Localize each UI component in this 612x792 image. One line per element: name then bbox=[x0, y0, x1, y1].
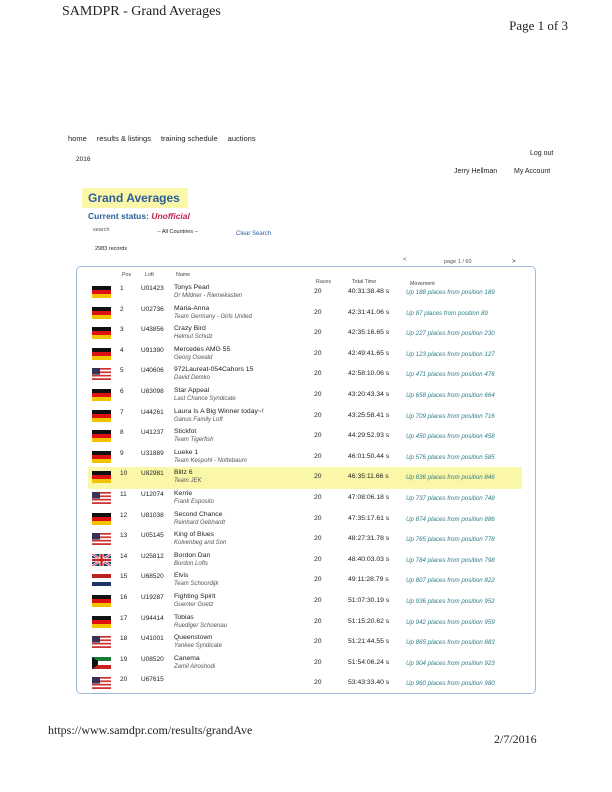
row-races: 20 bbox=[314, 494, 322, 501]
row-name[interactable]: Tobias bbox=[174, 613, 194, 621]
row-owner: Helmut Schulz bbox=[174, 334, 213, 341]
row-position: 20 bbox=[120, 676, 128, 684]
my-account-link[interactable]: My Account bbox=[514, 168, 551, 175]
print-footer-url: https://www.samdpr.com/results/grandAve bbox=[48, 723, 253, 737]
row-races: 20 bbox=[314, 514, 322, 522]
row-loft: U05145 bbox=[141, 532, 164, 540]
row-name[interactable]: 972Laureat-054Cahors 15 bbox=[174, 366, 254, 374]
row-total-time: 42:58:10.06 s bbox=[348, 370, 390, 378]
record-count: 2983 records bbox=[95, 246, 128, 252]
country-flag-icon bbox=[92, 389, 111, 401]
table-row[interactable] bbox=[78, 612, 530, 634]
row-total-time: 42:31:41.06 s bbox=[348, 308, 390, 316]
main-nav bbox=[68, 134, 256, 143]
row-position: 1 bbox=[120, 285, 124, 292]
country-flag-icon bbox=[92, 677, 111, 689]
country-flag-icon bbox=[92, 492, 111, 504]
row-position: 2 bbox=[120, 305, 124, 313]
row-movement: Up 960 places from position 980 bbox=[406, 680, 495, 688]
row-movement: Up 188 places from position 189 bbox=[406, 289, 495, 296]
country-flag-icon bbox=[92, 471, 111, 483]
table-row[interactable] bbox=[78, 406, 530, 428]
row-position: 9 bbox=[120, 449, 124, 457]
row-races: 20 bbox=[314, 617, 322, 625]
row-name[interactable]: Canema bbox=[174, 654, 200, 662]
col-header-time: Total Time bbox=[352, 279, 377, 285]
row-total-time: 48:27:31.78 s bbox=[348, 535, 390, 543]
row-loft: U19287 bbox=[141, 594, 164, 601]
row-loft: U44261 bbox=[141, 408, 164, 416]
row-loft: U25812 bbox=[141, 552, 164, 560]
country-flag-icon bbox=[92, 410, 111, 422]
row-movement: Up 471 places from position 476 bbox=[406, 371, 495, 379]
row-owner: Team Kespohl - Nottebaum bbox=[174, 457, 247, 464]
row-position: 10 bbox=[120, 470, 128, 478]
row-movement: Up 450 places from position 458 bbox=[406, 433, 495, 441]
table-row[interactable] bbox=[78, 570, 530, 592]
row-owner: Yankee Syndicate bbox=[174, 643, 222, 650]
row-name[interactable]: Maria-Anna bbox=[174, 304, 210, 312]
row-total-time: 47:35:17.61 s bbox=[348, 514, 390, 522]
row-races: 20 bbox=[314, 349, 322, 357]
row-position: 6 bbox=[120, 388, 124, 395]
next-page-button[interactable]: > bbox=[512, 259, 516, 265]
row-total-time: 42:35:16.65 s bbox=[348, 329, 390, 337]
row-total-time: 40:31:38.48 s bbox=[348, 288, 390, 295]
row-owner: Ganus Family Loft bbox=[174, 416, 223, 423]
row-name[interactable]: Laura Is A Big Winner today~! bbox=[174, 407, 264, 415]
row-races: 20 bbox=[314, 658, 322, 666]
table-row[interactable] bbox=[78, 673, 530, 695]
row-name[interactable]: Bordon Dan bbox=[174, 551, 211, 559]
row-movement: Up 765 places from position 778 bbox=[406, 536, 495, 544]
row-total-time: 43:25:58.41 s bbox=[348, 411, 390, 419]
row-owner: Ruediger Schoenau bbox=[174, 622, 228, 629]
row-movement: Up 784 places from position 798 bbox=[406, 556, 495, 564]
row-owner: Dr Mildner - Riemekasten bbox=[174, 293, 243, 299]
country-flag-icon bbox=[92, 616, 111, 628]
col-header-loft: Loft bbox=[145, 272, 154, 278]
row-position: 12 bbox=[120, 511, 128, 519]
country-flag-icon bbox=[92, 451, 111, 463]
row-total-time: 51:07:30.19 s bbox=[348, 597, 390, 604]
row-name[interactable]: Stickfot bbox=[174, 428, 197, 436]
row-movement: Up 904 places from position 923 bbox=[406, 659, 495, 667]
table-row[interactable] bbox=[78, 385, 530, 407]
row-name[interactable]: Kerrie bbox=[174, 490, 193, 497]
row-loft: U81038 bbox=[141, 511, 164, 519]
row-name[interactable]: Blitz 6 bbox=[174, 469, 193, 477]
season-year[interactable]: 2016 bbox=[76, 156, 91, 163]
row-owner: Team Tigerfish bbox=[174, 437, 214, 444]
row-races: 20 bbox=[314, 288, 322, 295]
country-flag-icon bbox=[92, 430, 111, 442]
row-position: 16 bbox=[120, 594, 128, 601]
page-indicator: page 1 / 60 bbox=[444, 259, 472, 265]
col-header-name: Name bbox=[176, 272, 191, 278]
country-flag-icon bbox=[92, 286, 111, 298]
row-movement: Up 737 places from position 748 bbox=[406, 495, 495, 502]
current-status bbox=[88, 211, 190, 221]
print-header-page: Page 1 of 3 bbox=[509, 18, 568, 33]
row-loft: U82981 bbox=[141, 470, 164, 478]
row-loft: U83098 bbox=[141, 388, 164, 395]
row-total-time: 51:15:20.62 s bbox=[348, 617, 390, 625]
status-value: Unofficial bbox=[151, 211, 190, 221]
nav-training-schedule[interactable]: training schedule bbox=[160, 134, 218, 143]
row-movement: Up 576 places from position 585 bbox=[406, 453, 495, 461]
row-total-time: 51:21:44.55 s bbox=[348, 638, 390, 646]
row-movement: Up 123 places from position 127 bbox=[406, 350, 495, 358]
row-movement: Up 836 places from position 846 bbox=[406, 474, 495, 482]
row-total-time: 42:49:41.65 s bbox=[348, 349, 390, 357]
row-total-time: 46:35:11.66 s bbox=[348, 473, 389, 481]
row-total-time: 53:43:33.40 s bbox=[348, 679, 390, 687]
row-name[interactable]: Fighting Spirit bbox=[174, 593, 216, 600]
status-label: Current status: bbox=[88, 211, 149, 221]
row-races: 20 bbox=[314, 432, 322, 440]
country-flag-icon bbox=[92, 348, 111, 360]
row-total-time: 48:40:03.03 s bbox=[348, 555, 390, 563]
row-races: 20 bbox=[314, 329, 322, 337]
row-total-time: 44:29:52.93 s bbox=[348, 432, 390, 440]
prev-page-button[interactable]: < bbox=[403, 257, 407, 263]
page-title: Grand Averages bbox=[82, 188, 188, 208]
row-loft: U40606 bbox=[141, 367, 164, 375]
nav-auctions[interactable]: auctions bbox=[227, 134, 256, 143]
row-movement: Up 227 places from position 230 bbox=[406, 330, 495, 338]
table-row[interactable] bbox=[78, 344, 530, 366]
row-owner: Kolvenbeg and Son bbox=[174, 540, 227, 547]
row-position: 13 bbox=[120, 532, 128, 540]
row-total-time: 49:11:28.79 s bbox=[348, 576, 389, 584]
row-races: 20 bbox=[314, 535, 322, 543]
row-owner: Bordon Lofts bbox=[174, 560, 209, 567]
row-position: 4 bbox=[120, 346, 124, 354]
table-row[interactable] bbox=[78, 591, 530, 613]
table-row[interactable] bbox=[78, 323, 530, 345]
row-owner: Reinhard Gebhardt bbox=[174, 519, 226, 526]
country-flag-icon bbox=[92, 636, 111, 648]
col-header-races: Races bbox=[316, 279, 332, 285]
row-races: 20 bbox=[314, 308, 322, 316]
clear-search-button[interactable]: Clear Search bbox=[236, 231, 272, 237]
col-header-pos: Pos bbox=[122, 272, 132, 278]
table-row[interactable] bbox=[78, 426, 530, 448]
row-loft: U01423 bbox=[141, 285, 164, 292]
row-position: 14 bbox=[120, 552, 128, 560]
country-flag-icon bbox=[92, 574, 111, 586]
row-movement: Up 87 places from position 89 bbox=[406, 309, 488, 317]
table-row[interactable] bbox=[78, 282, 530, 304]
row-name[interactable]: Mercedes AMG 55 bbox=[174, 345, 231, 353]
row-races: 20 bbox=[314, 638, 322, 646]
row-races: 20 bbox=[314, 411, 322, 419]
row-position: 15 bbox=[120, 573, 128, 581]
row-owner: David Demko bbox=[174, 375, 211, 382]
table-row[interactable] bbox=[88, 467, 522, 489]
row-races: 20 bbox=[314, 576, 322, 584]
row-owner: Georg Oswald bbox=[174, 354, 213, 361]
row-movement: Up 874 places from position 886 bbox=[406, 515, 495, 523]
row-movement: Up 865 places from position 883 bbox=[406, 639, 495, 647]
row-races: 20 bbox=[314, 452, 322, 460]
nav-home[interactable]: home bbox=[68, 134, 87, 143]
row-races: 20 bbox=[314, 391, 322, 398]
row-races: 20 bbox=[314, 370, 322, 378]
country-flag-icon bbox=[92, 657, 111, 669]
row-loft: U43856 bbox=[141, 326, 164, 334]
table-row[interactable] bbox=[78, 632, 530, 654]
table-row[interactable] bbox=[78, 509, 530, 531]
row-position: 19 bbox=[120, 655, 128, 663]
row-loft: U41237 bbox=[141, 429, 164, 437]
row-position: 7 bbox=[120, 408, 124, 416]
row-loft: U67615 bbox=[141, 676, 164, 684]
table-row[interactable] bbox=[78, 529, 530, 551]
row-owner: Team Schoordijk bbox=[174, 581, 219, 588]
country-flag-icon bbox=[92, 554, 111, 566]
row-name[interactable]: Second Chance bbox=[174, 510, 223, 518]
country-flag-icon bbox=[92, 307, 111, 319]
row-owner: Last Chance Syndicate bbox=[174, 396, 236, 402]
nav-results-listings[interactable]: results & listings bbox=[96, 134, 151, 143]
row-movement: Up 807 places from position 822 bbox=[406, 577, 495, 585]
table-row[interactable] bbox=[78, 488, 530, 510]
row-position: 18 bbox=[120, 635, 128, 643]
row-name[interactable]: Elvis bbox=[174, 572, 189, 580]
row-total-time: 46:01:50.44 s bbox=[348, 452, 390, 460]
row-total-time: 51:54:06.24 s bbox=[348, 658, 390, 666]
row-movement: Up 942 places from position 959 bbox=[406, 618, 495, 626]
row-loft: U91390 bbox=[141, 346, 164, 354]
table-row[interactable] bbox=[78, 303, 530, 325]
row-loft: U02736 bbox=[141, 305, 164, 313]
print-header-title: SAMDPR - Grand Averages bbox=[62, 4, 221, 19]
row-position: 8 bbox=[120, 429, 124, 437]
col-header-movement: Movement bbox=[410, 281, 435, 287]
row-position: 17 bbox=[120, 614, 128, 622]
row-movement: Up 936 places from position 952 bbox=[406, 598, 495, 605]
row-races: 20 bbox=[314, 473, 322, 481]
row-owner: Team Germany - Girls United bbox=[174, 313, 252, 320]
country-select[interactable]: -- All Countries -- bbox=[157, 229, 199, 235]
row-loft: U41001 bbox=[141, 635, 164, 643]
row-name[interactable]: King of Blues bbox=[174, 531, 215, 539]
row-loft: U31889 bbox=[141, 449, 164, 457]
row-name[interactable]: Queenstown bbox=[174, 634, 213, 642]
country-flag-icon bbox=[92, 513, 111, 525]
row-loft: U12074 bbox=[141, 491, 164, 498]
row-name[interactable]: Tonys Pearl bbox=[174, 284, 210, 291]
row-owner: Frank Esposito bbox=[174, 499, 215, 505]
logout-link[interactable]: Log out bbox=[530, 150, 554, 157]
row-races: 20 bbox=[314, 597, 322, 604]
row-loft: U94414 bbox=[141, 614, 164, 622]
row-position: 11 bbox=[120, 491, 127, 498]
table-row[interactable] bbox=[78, 653, 530, 675]
print-footer-date: 2/7/2016 bbox=[494, 732, 537, 746]
row-name[interactable]: Lueke 1 bbox=[174, 448, 199, 456]
row-owner: Zamil Alroshodi bbox=[174, 663, 216, 670]
country-flag-icon bbox=[92, 533, 111, 545]
row-races: 20 bbox=[314, 679, 322, 687]
row-position: 3 bbox=[120, 326, 124, 334]
table-row[interactable] bbox=[78, 550, 530, 572]
row-loft: U08520 bbox=[141, 655, 164, 663]
row-total-time: 47:08:06.18 s bbox=[348, 494, 390, 501]
search-input[interactable]: search bbox=[93, 227, 110, 233]
user-name: Jerry Hellman bbox=[454, 168, 498, 175]
row-name[interactable]: Crazy Bird bbox=[174, 325, 206, 333]
row-movement: Up 658 places from position 664 bbox=[406, 392, 495, 399]
row-total-time: 43:20:43.34 s bbox=[348, 391, 390, 398]
row-owner: Guenter Goetz bbox=[174, 602, 214, 608]
country-flag-icon bbox=[92, 595, 111, 607]
table-row[interactable] bbox=[78, 364, 530, 386]
row-owner: Team JEK bbox=[174, 478, 202, 485]
country-flag-icon bbox=[92, 368, 111, 380]
row-races: 20 bbox=[314, 555, 322, 563]
row-movement: Up 709 places from position 716 bbox=[406, 412, 495, 420]
row-loft: U68520 bbox=[141, 573, 164, 581]
row-name[interactable]: Star Appeal bbox=[174, 387, 210, 394]
row-position: 5 bbox=[120, 367, 124, 375]
country-flag-icon bbox=[92, 327, 111, 339]
table-row[interactable] bbox=[78, 447, 530, 469]
